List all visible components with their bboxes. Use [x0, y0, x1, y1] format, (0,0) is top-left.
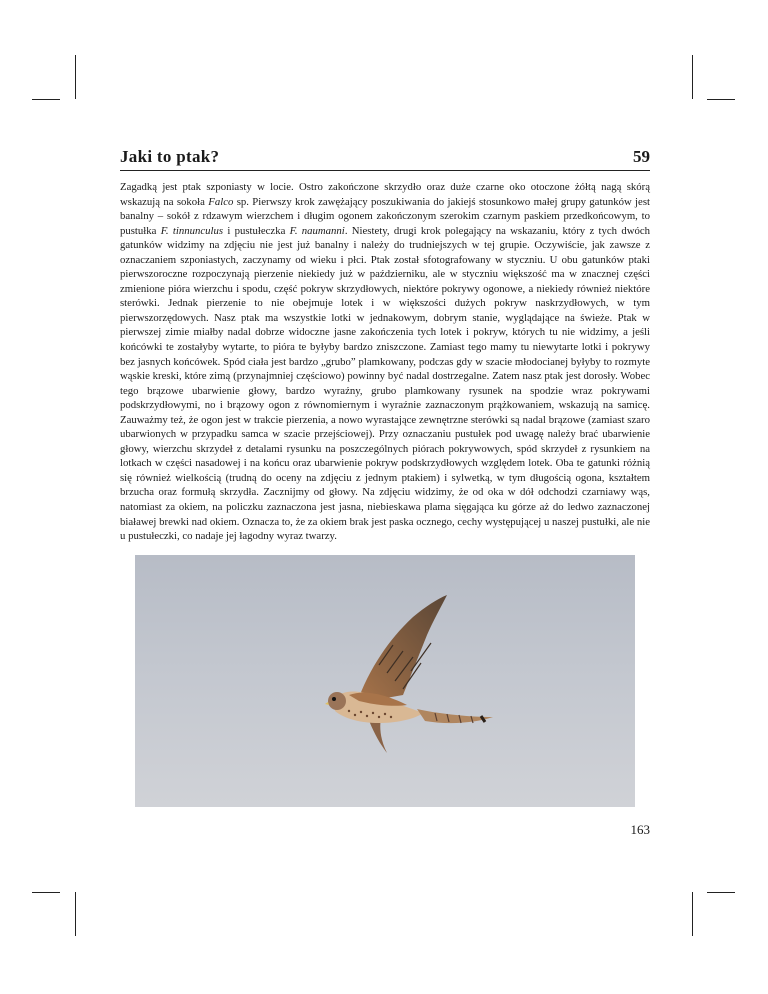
crop-mark-top-left-horizontal: [32, 99, 60, 100]
folio-page-number: 163: [630, 822, 650, 837]
crop-mark-bottom-right-horizontal: [707, 892, 735, 893]
kestrel-illustration: [135, 555, 635, 807]
chapter-title: Jaki to ptak?: [120, 147, 220, 166]
italic-species-name: F. tinnunculus: [160, 224, 224, 237]
running-header: [120, 147, 650, 169]
kestrel-eye: [332, 697, 336, 701]
italic-species-name: Falco: [208, 195, 234, 208]
kestrel-photo: [135, 555, 635, 807]
header-page-number: 59: [633, 147, 650, 166]
text-run: sp. Pierwszy krok zawężający poszukiwania do jakiejś stosunkowo małej grupy gatunków jest banalny – sokół z rdzawym wierzchem i długim ogonem zakończonym szerokim czarnym paskiem przedkońcowym, to pustułka: [120, 195, 650, 237]
kestrel-upper-wing: [357, 595, 447, 703]
italic-species-name: F. naumanni: [289, 224, 345, 237]
crop-mark-bottom-left-horizontal: [32, 892, 60, 893]
crop-mark-top-right-vertical: [692, 55, 693, 99]
crop-mark-bottom-right-vertical: [692, 892, 693, 936]
kestrel-head: [328, 692, 346, 710]
body-text: [120, 180, 650, 544]
text-run: Zagadką jest ptak szponiasty w locie. Ostro zakończone skrzydło oraz duże czarne oko otoczone żółtą nagą skórą wskazują na sokoła: [120, 181, 650, 208]
crop-mark-top-right-horizontal: [707, 99, 735, 100]
text-run: i pustułeczka: [223, 224, 290, 237]
body-paragraph: [120, 180, 650, 544]
crop-mark-top-left-vertical: [75, 55, 76, 99]
text-run: . Niestety, drugi krok polegający na wskazaniu, który z tych dwóch gatunków widzimy na zdjęciu nie jest już banalny i należy do trudniejszych w tej grupie. Oczywiście, jak zawsze z oznaczaniem szponiastych, zaczynamy od wieku i płci. Ptak został sfotografowany w styczniu. U obu gatunków ptaki pierwszoroczne rozpoczynają pierzenie niekiedy już w październiku, ale w styczniu większość ma w znacznej części zmienione pióra wierzchu i spodu, część pokryw skrzydłowych, niektóre pokrywy ogonowe, a niekiedy również niektóre sterówki. Jednak pierzenie to nie obejmuje lotek i w większości dużych pokryw naskrzydłowych, w tym pierwszorzędowych. Nasz ptak ma wszystkie lotki w jednakowym, dobrym stanie, wyglądające na świeże. Ptak w pierwszej zimie miałby nadal dobrze widoczne jasne zakończenia tych lotek i pokryw, których tu nie widzimy, a jeśli końcówki te zostałyby wytarte, to pióra te byłyby bardzo zniszczone. Zamiast tego mamy tu niewytarte lotki i pokrywy bez jasnych końcówek. Spód ciała jest bardzo „grubo” plamkowany, podczas gdy w szacie młodocianej byłyby to rozmyte wąskie kreski, które zimą (przynajmniej częściowo) powinny być nadal dostrzegalne. Zatem nasz ptak jest dorosły. Wobec tego brązowe ubarwienie głowy, bardzo wyraźny, grubo plamkowany rysunek na spodzie wraz pokrywami podskrzydłowymi, no i brązowy ogon z równomiernym i wyraźnie zaznaczonym prążkowaniem, wskazują na samicę. Zauważmy też, że ogon jest w trakcie pierzenia, a nowo wyrastające zewnętrzne sterówki są nadal brązowe (zamiast szaro ubarwionych w przypadku samca w szacie przejściowej). Przy oznaczaniu pustułek pod uwagę należy brać ubarwienie głowy, wierzchu skrzydeł z detalami rysunku na poszczególnych piórach pokrywowych, spód skrzydeł z rysunkiem na lotkach w części nasadowej i na końcu oraz ubarwienie pokryw podskrzydłowych względem lotek. Oba te gatunki różnią się również wielkością (trudną do oceny na zdjęciu z jednym ptakiem) i sylwetką, w tym długością ogona, kształtem brzucha oraz formułą skrzydła. Zacznijmy od głowy. Na zdjęciu widzimy, że od oka w dół odchodzi czarniawy wąs, natomiast za okiem, na policzku zaznaczona jest jasna, niebieskawa plama sięgająca ku górze aż do ledwo zaznaczonej białawej brewki nad okiem. Oznacza to, że za okiem brak jest paska ocznego, cechy występującej u naszej pustułki, ale nie u pustułeczki, co nadaje jej łagodny wyraz twarzy.: [120, 224, 650, 543]
crop-mark-bottom-left-vertical: [75, 892, 76, 936]
header-rule: [120, 170, 650, 171]
